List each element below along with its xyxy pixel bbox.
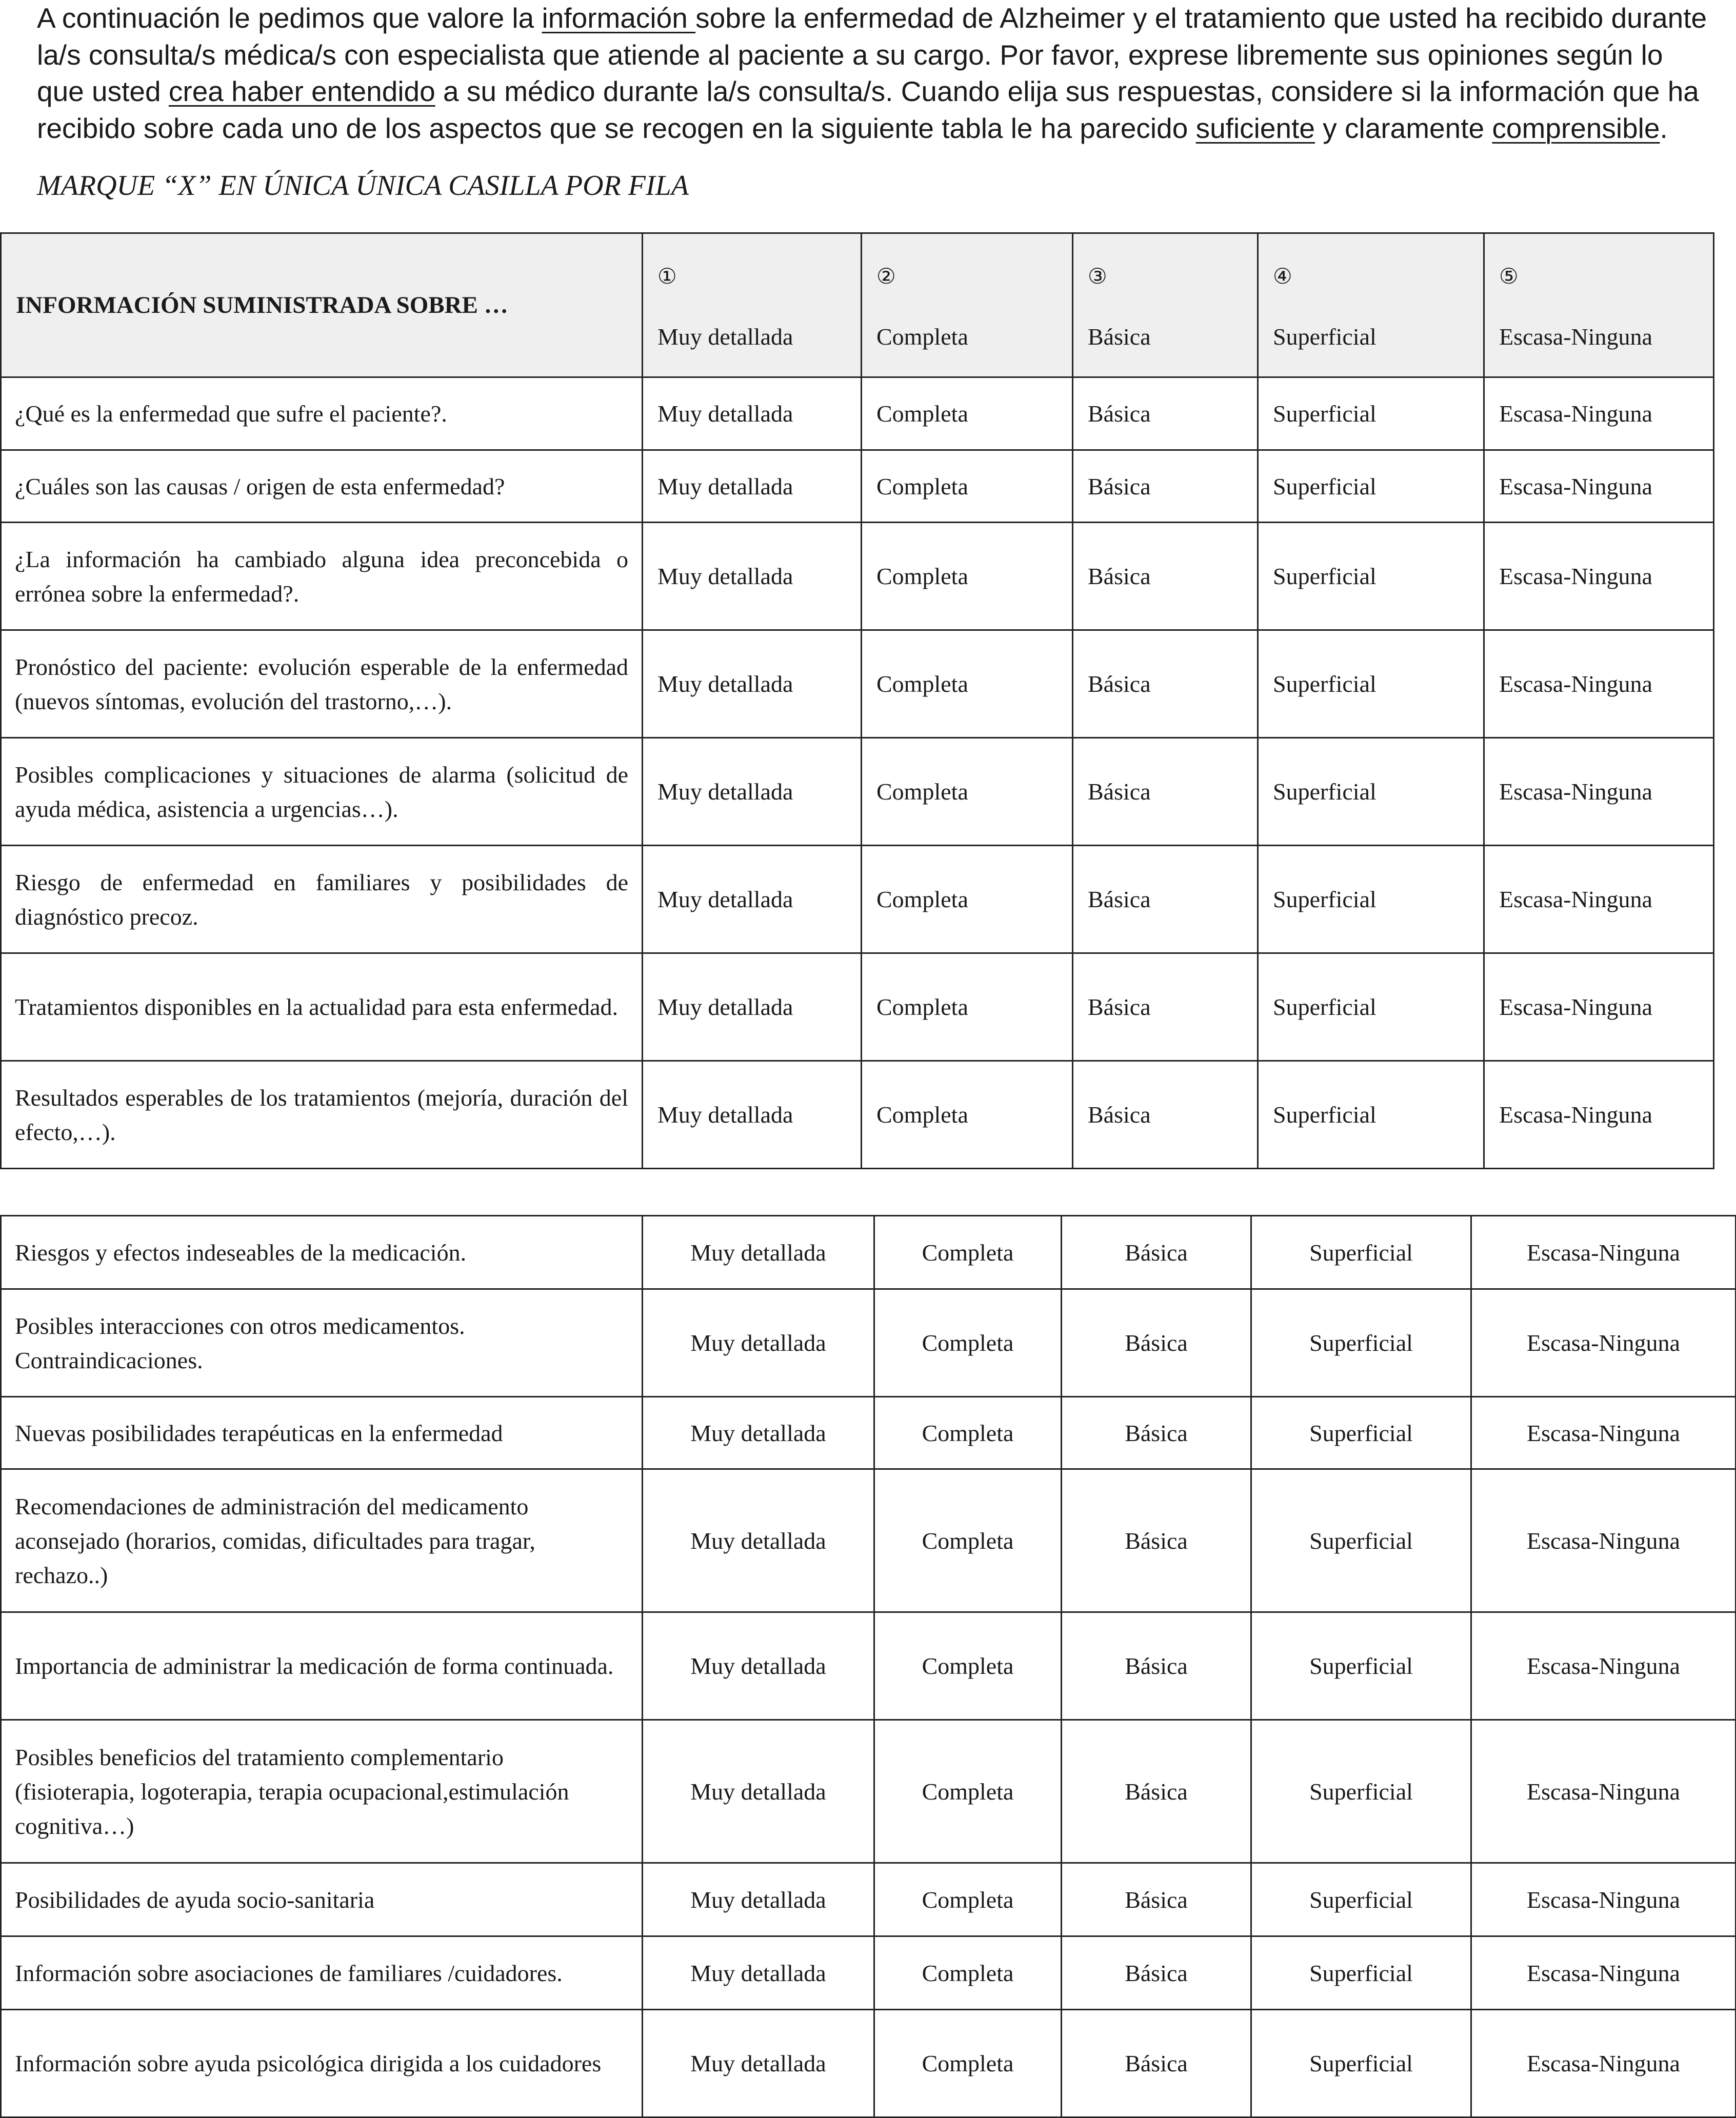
- answer-option-1[interactable]: Muy detallada: [643, 1216, 874, 1289]
- answer-option-5[interactable]: Escasa-Ninguna: [1471, 1612, 1736, 1720]
- intro-paragraph: [37, 0, 1709, 147]
- table-row: [1, 953, 1714, 1061]
- question-cell: ¿Cuáles son las causas / origen de esta enfermedad?: [1, 450, 643, 523]
- table-row: [1, 846, 1714, 953]
- table-row: [1, 1397, 1736, 1469]
- answer-option-4[interactable]: Superficial: [1258, 630, 1484, 738]
- answer-option-5[interactable]: Escasa-Ninguna: [1484, 738, 1714, 846]
- answer-option-2[interactable]: Completa: [874, 1469, 1062, 1612]
- answer-option-3[interactable]: Básica: [1062, 1469, 1251, 1612]
- circled-number-2: ②: [876, 264, 896, 289]
- answer-option-2[interactable]: Completa: [874, 2010, 1062, 2117]
- answer-option-4[interactable]: Superficial: [1251, 1863, 1471, 1936]
- question-cell: Posibilidades de ayuda socio-sanitaria: [1, 1863, 643, 1936]
- intro-underlined-entendido: crea haber entendido: [168, 75, 435, 107]
- table-row: [1, 630, 1714, 738]
- answer-option-3[interactable]: Básica: [1073, 630, 1258, 738]
- question-cell: Posibles beneficios del tratamiento complementario (fisioterapia, logoterapia, terapia ocupacional,estimulación cognitiva…): [1, 1720, 643, 1863]
- question-cell: Información sobre asociaciones de familiares /cuidadores.: [1, 1936, 643, 2010]
- answer-option-4[interactable]: Superficial: [1251, 1397, 1471, 1469]
- answer-option-4[interactable]: Superficial: [1251, 1720, 1471, 1863]
- answer-option-3[interactable]: Básica: [1062, 1612, 1251, 1720]
- answer-option-3[interactable]: Básica: [1062, 1863, 1251, 1936]
- answer-option-4[interactable]: Superficial: [1251, 1936, 1471, 2010]
- answer-option-3[interactable]: Básica: [1062, 1397, 1251, 1469]
- intro-text: y claramente: [1314, 112, 1492, 144]
- answer-option-2[interactable]: Completa: [874, 1720, 1062, 1863]
- table-row: [1, 523, 1714, 630]
- table-row: [1, 1612, 1736, 1720]
- answer-option-3[interactable]: Básica: [1062, 1289, 1251, 1397]
- answer-option-3[interactable]: Básica: [1073, 1061, 1258, 1169]
- question-cell: Posibles complicaciones y situaciones de alarma (solicitud de ayuda médica, asistencia a urgencias…).: [1, 738, 643, 846]
- table-row: [1, 1936, 1736, 2010]
- question-cell: Pronóstico del paciente: evolución esperable de la enfermedad (nuevos síntomas, evolución del trastorno,…).: [1, 630, 643, 738]
- answer-option-1[interactable]: Muy detallada: [643, 1397, 874, 1469]
- answer-option-4[interactable]: Superficial: [1258, 450, 1484, 523]
- header-option-4: [1258, 233, 1484, 377]
- answer-option-1[interactable]: Muy detallada: [643, 953, 862, 1061]
- answer-option-4[interactable]: Superficial: [1251, 2010, 1471, 2117]
- table-row: [1, 450, 1714, 523]
- instruction-text: MARQUE “X” EN ÚNICA ÚNICA CASILLA POR FILA: [37, 170, 689, 202]
- question-cell: Recomendaciones de administración del medicamento aconsejado (horarios, comidas, dificultades para tragar, rechazo..): [1, 1469, 643, 1612]
- question-cell: Resultados esperables de los tratamientos (mejoría, duración del efecto,…).: [1, 1061, 643, 1169]
- answer-option-5[interactable]: Escasa-Ninguna: [1471, 1289, 1736, 1397]
- answer-option-4[interactable]: Superficial: [1251, 1612, 1471, 1720]
- header-option-label: Muy detallada: [657, 324, 793, 350]
- questionnaire-table-2: [0, 1215, 1736, 2118]
- answer-option-2[interactable]: Completa: [874, 1289, 1062, 1397]
- header-option-2: [862, 233, 1073, 377]
- table-row: [1, 1863, 1736, 1936]
- answer-option-5[interactable]: Escasa-Ninguna: [1471, 2010, 1736, 2117]
- answer-option-1[interactable]: Muy detallada: [643, 1863, 874, 1936]
- question-cell: Importancia de administrar la medicación de forma continuada.: [1, 1612, 643, 1720]
- answer-option-3[interactable]: Básica: [1073, 450, 1258, 523]
- header-option-label: Completa: [876, 324, 968, 350]
- answer-option-1[interactable]: Muy detallada: [643, 846, 862, 953]
- answer-option-5[interactable]: Escasa-Ninguna: [1484, 450, 1714, 523]
- table-row: [1, 1720, 1736, 1863]
- answer-option-1[interactable]: Muy detallada: [643, 738, 862, 846]
- table-header-row: [1, 233, 1714, 377]
- answer-option-3[interactable]: Básica: [1073, 523, 1258, 630]
- question-cell: Tratamientos disponibles en la actualidad para esta enfermedad.: [1, 953, 643, 1061]
- question-cell: ¿La información ha cambiado alguna idea preconcebida o errónea sobre la enfermedad?.: [1, 523, 643, 630]
- answer-option-1[interactable]: Muy detallada: [643, 450, 862, 523]
- header-option-1: [643, 233, 862, 377]
- answer-option-1[interactable]: Muy detallada: [643, 1061, 862, 1169]
- answer-option-2[interactable]: Completa: [874, 1936, 1062, 2010]
- answer-option-2[interactable]: Completa: [862, 1061, 1073, 1169]
- answer-option-2[interactable]: Completa: [874, 1863, 1062, 1936]
- answer-option-1[interactable]: Muy detallada: [643, 1720, 874, 1863]
- table-row: [1, 1061, 1714, 1169]
- answer-option-4[interactable]: Superficial: [1258, 523, 1484, 630]
- answer-option-3[interactable]: Básica: [1073, 953, 1258, 1061]
- answer-option-3[interactable]: Básica: [1073, 846, 1258, 953]
- answer-option-4[interactable]: Superficial: [1258, 377, 1484, 450]
- question-cell: Riesgo de enfermedad en familiares y posibilidades de diagnóstico precoz.: [1, 846, 643, 953]
- answer-option-5[interactable]: Escasa-Ninguna: [1471, 1936, 1736, 2010]
- answer-option-2[interactable]: Completa: [862, 377, 1073, 450]
- question-cell: ¿Qué es la enfermedad que sufre el paciente?.: [1, 377, 643, 450]
- answer-option-3[interactable]: Básica: [1062, 1720, 1251, 1863]
- question-cell: Riesgos y efectos indeseables de la medicación.: [1, 1216, 643, 1289]
- table-row: [1, 1289, 1736, 1397]
- answer-option-2[interactable]: Completa: [874, 1216, 1062, 1289]
- table-row: [1, 1469, 1736, 1612]
- answer-option-5[interactable]: Escasa-Ninguna: [1484, 1061, 1714, 1169]
- answer-option-2[interactable]: Completa: [874, 1612, 1062, 1720]
- answer-option-3[interactable]: Básica: [1073, 377, 1258, 450]
- table-row: [1, 738, 1714, 846]
- answer-option-5[interactable]: Escasa-Ninguna: [1484, 630, 1714, 738]
- header-option-3: [1073, 233, 1258, 377]
- answer-option-4[interactable]: Superficial: [1251, 1216, 1471, 1289]
- intro-text: sobre la enfermedad de Alzheimer y el tratamiento que usted ha recibido durante la/s consulta/s médica/s con especialista que atiende al paciente a su cargo. Por favor, exprese libremente sus opiniones según lo que usted: [37, 2, 1707, 107]
- intro-underlined-informacion: información: [542, 2, 696, 34]
- answer-option-4[interactable]: Superficial: [1251, 1469, 1471, 1612]
- answer-option-5[interactable]: Escasa-Ninguna: [1484, 846, 1714, 953]
- answer-option-5[interactable]: Escasa-Ninguna: [1471, 1863, 1736, 1936]
- answer-option-1[interactable]: Muy detallada: [643, 630, 862, 738]
- header-option-label: Escasa-Ninguna: [1499, 324, 1652, 350]
- question-cell: Nuevas posibilidades terapéuticas en la enfermedad: [1, 1397, 643, 1469]
- answer-option-5[interactable]: Escasa-Ninguna: [1471, 1216, 1736, 1289]
- answer-option-5[interactable]: Escasa-Ninguna: [1471, 1720, 1736, 1863]
- answer-option-2[interactable]: Completa: [862, 738, 1073, 846]
- answer-option-5[interactable]: Escasa-Ninguna: [1484, 377, 1714, 450]
- answer-option-1[interactable]: Muy detallada: [643, 523, 862, 630]
- answer-option-1[interactable]: Muy detallada: [643, 2010, 874, 2117]
- intro-text: A continuación le pedimos que valore la: [37, 2, 542, 34]
- circled-number-3: ③: [1088, 264, 1107, 289]
- header-label: INFORMACIÓN SUMINISTRADA SOBRE …: [1, 233, 643, 377]
- table-row: [1, 377, 1714, 450]
- answer-option-2[interactable]: Completa: [874, 1397, 1062, 1469]
- table-row: [1, 1216, 1736, 1289]
- question-cell: Información sobre ayuda psicológica dirigida a los cuidadores: [1, 2010, 643, 2117]
- intro-underlined-comprensible: comprensible: [1492, 112, 1660, 144]
- answer-option-4[interactable]: Superficial: [1251, 1289, 1471, 1397]
- header-option-5: [1484, 233, 1714, 377]
- answer-option-5[interactable]: Escasa-Ninguna: [1484, 523, 1714, 630]
- circled-number-4: ④: [1273, 264, 1292, 289]
- answer-option-2[interactable]: Completa: [862, 953, 1073, 1061]
- answer-option-3[interactable]: Básica: [1073, 738, 1258, 846]
- intro-text: .: [1660, 112, 1668, 144]
- answer-option-3[interactable]: Básica: [1062, 1936, 1251, 2010]
- answer-option-5[interactable]: Escasa-Ninguna: [1471, 1397, 1736, 1469]
- intro-text: a su médico durante la/s consulta/s. Cuando elija sus respuestas, considere si la información que ha recibido sobre cada uno de los aspectos que se recogen en la siguiente tabla le ha parecido: [37, 75, 1699, 144]
- answer-option-1[interactable]: Muy detallada: [643, 377, 862, 450]
- answer-option-5[interactable]: Escasa-Ninguna: [1484, 953, 1714, 1061]
- answer-option-2[interactable]: Completa: [862, 846, 1073, 953]
- intro-underlined-suficiente: suficiente: [1195, 112, 1315, 144]
- answer-option-4[interactable]: Superficial: [1258, 953, 1484, 1061]
- answer-option-4[interactable]: Superficial: [1258, 1061, 1484, 1169]
- answer-option-2[interactable]: Completa: [862, 630, 1073, 738]
- table-row: [1, 2010, 1736, 2117]
- question-cell: Posibles interacciones con otros medicamentos. Contraindicaciones.: [1, 1289, 643, 1397]
- answer-option-4[interactable]: Superficial: [1258, 738, 1484, 846]
- circled-number-1: ①: [657, 264, 677, 289]
- answer-option-5[interactable]: Escasa-Ninguna: [1471, 1469, 1736, 1612]
- answer-option-1[interactable]: Muy detallada: [643, 1612, 874, 1720]
- header-option-label: Superficial: [1273, 324, 1376, 350]
- questionnaire-table-1: [0, 232, 1714, 1169]
- header-option-label: Básica: [1088, 324, 1151, 350]
- answer-option-3[interactable]: Básica: [1062, 2010, 1251, 2117]
- answer-option-4[interactable]: Superficial: [1258, 846, 1484, 953]
- answer-option-2[interactable]: Completa: [862, 450, 1073, 523]
- answer-option-3[interactable]: Básica: [1062, 1216, 1251, 1289]
- answer-option-1[interactable]: Muy detallada: [643, 1936, 874, 2010]
- circled-number-5: ⑤: [1499, 264, 1519, 289]
- answer-option-1[interactable]: Muy detallada: [643, 1469, 874, 1612]
- answer-option-1[interactable]: Muy detallada: [643, 1289, 874, 1397]
- answer-option-2[interactable]: Completa: [862, 523, 1073, 630]
